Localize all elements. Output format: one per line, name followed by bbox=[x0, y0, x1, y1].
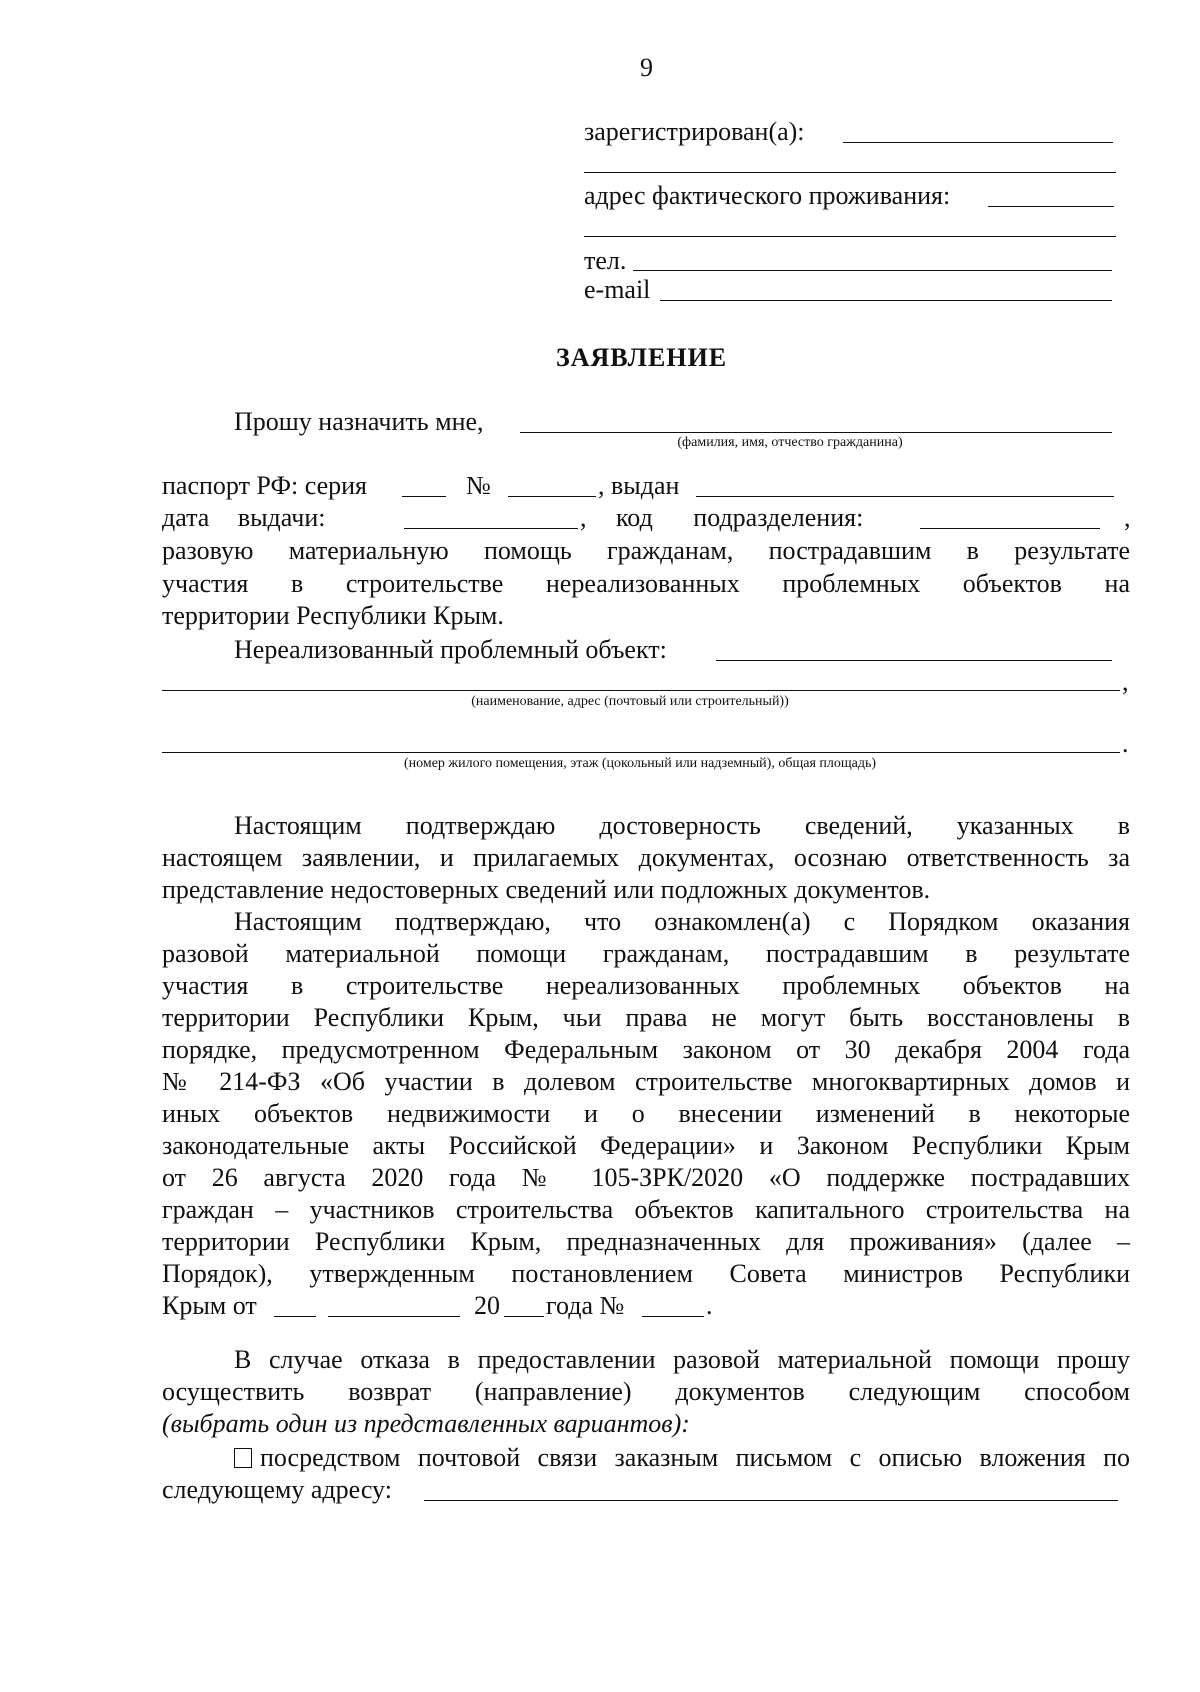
refusal-line-2: осуществить возврат (направление) документов следующим способом bbox=[162, 1377, 1130, 1406]
confirm1-line-1: Настоящим подтверждаю достоверность сведений, указанных в bbox=[234, 811, 1130, 840]
registered-field-line2[interactable] bbox=[584, 172, 1116, 173]
confirm2-line-5: порядке, предусмотренном Федеральным законом от 30 декабря 2004 года bbox=[162, 1035, 1130, 1064]
request-intro: Прошу назначить мне, bbox=[234, 407, 484, 436]
resolution-month-field[interactable] bbox=[328, 1316, 460, 1317]
phone-field[interactable] bbox=[633, 270, 1112, 271]
email-label: e-mail bbox=[584, 275, 651, 304]
passport-issued-label: , выдан bbox=[598, 471, 680, 500]
division-code-label: код подразделения: bbox=[616, 503, 864, 532]
purpose-line-2: участия в строительстве нереализованных проблемных объектов на bbox=[162, 569, 1130, 598]
purpose-line-3: территории Республики Крым. bbox=[162, 601, 504, 630]
actual-address-field-line2[interactable] bbox=[584, 236, 1116, 237]
confirm2-line-13-start: Крым от bbox=[162, 1291, 257, 1320]
post-address-field[interactable] bbox=[424, 1500, 1118, 1501]
full-name-field[interactable] bbox=[520, 432, 1112, 433]
post-option-checkbox[interactable] bbox=[234, 1448, 252, 1468]
registered-field[interactable] bbox=[843, 142, 1113, 143]
confirm1-line-3: представление недостоверных сведений или подложных документов. bbox=[162, 875, 931, 904]
post-address-label: следующему адресу: bbox=[162, 1475, 392, 1504]
confirm2-line-9: от 26 августа 2020 года № 105-ЗРК/2020 «О поддержке пострадавших bbox=[162, 1163, 1130, 1192]
refusal-line-1: В случае отказа в предоставлении разовой материальной помощи прошу bbox=[234, 1345, 1130, 1374]
resolution-number-label: года № bbox=[546, 1291, 625, 1320]
confirm2-line-11: территории Республики Крым, предназначенных для проживания» (далее – bbox=[162, 1227, 1130, 1256]
object-line-period: . bbox=[1122, 729, 1129, 758]
passport-number-sign: № bbox=[466, 471, 491, 500]
object-field[interactable] bbox=[716, 660, 1112, 661]
actual-address-label: адрес фактического проживания: bbox=[584, 181, 951, 210]
object-label: Нереализованный проблемный объект: bbox=[234, 635, 667, 664]
confirm2-line-10: граждан – участников строительства объектов капитального строительства на bbox=[162, 1195, 1130, 1224]
confirm2-line-12: Порядок), утвержденным постановлением Совета министров Республики bbox=[162, 1259, 1130, 1288]
actual-address-field[interactable] bbox=[988, 206, 1114, 207]
issue-date-comma: , bbox=[580, 503, 587, 532]
email-field[interactable] bbox=[660, 300, 1112, 301]
confirm2-line-3: участия в строительстве нереализованных проблемных объектов на bbox=[162, 971, 1130, 1000]
object-name-address-field[interactable] bbox=[162, 690, 1120, 691]
resolution-year-prefix: 20 bbox=[474, 1291, 500, 1320]
confirm1-line-2: настоящем заявлении, и прилагаемых документах, осознаю ответственность за bbox=[162, 843, 1130, 872]
passport-label: паспорт РФ: серия bbox=[162, 471, 367, 500]
object-apartment-field[interactable] bbox=[162, 752, 1120, 753]
post-option-label: посредством почтовой связи заказным письмом с описью вложения по bbox=[260, 1443, 1130, 1472]
confirm2-line-8: законодательные акты Российской Федерации» и Законом Республики Крым bbox=[162, 1131, 1130, 1160]
passport-issued-by-field[interactable] bbox=[696, 496, 1114, 497]
confirm2-line-2: разовой материальной помощи гражданам, пострадавшим в результате bbox=[162, 939, 1130, 968]
full-name-caption: (фамилия, имя, отчество гражданина) bbox=[677, 435, 903, 450]
issue-date-label: дата выдачи: bbox=[162, 503, 326, 532]
confirm2-line-6: № 214-ФЗ «Об участии в долевом строительстве многоквартирных домов и bbox=[162, 1067, 1130, 1096]
resolution-number-field[interactable] bbox=[642, 1316, 704, 1317]
phone-label: тел. bbox=[584, 246, 627, 275]
object-line-comma: , bbox=[1122, 667, 1129, 696]
object-name-address-caption: (наименование, адрес (почтовый или строительный)) bbox=[471, 694, 789, 709]
purpose-line-1: разовую материальную помощь гражданам, пострадавшим в результате bbox=[162, 536, 1130, 565]
resolution-day-field[interactable] bbox=[274, 1316, 316, 1317]
page-number: 9 bbox=[640, 53, 653, 82]
refusal-option-post[interactable] bbox=[234, 1442, 1130, 1474]
confirm2-line-7: иных объектов недвижимости и о внесении изменений в некоторые bbox=[162, 1099, 1130, 1128]
resolution-end-period: . bbox=[706, 1291, 713, 1320]
resolution-year-field[interactable] bbox=[504, 1316, 544, 1317]
refusal-line-3: (выбрать один из представленных вариантов): bbox=[162, 1409, 690, 1438]
object-apartment-caption: (номер жилого помещения, этаж (цокольный или надземный), общая площадь) bbox=[403, 756, 877, 771]
registered-label: зарегистрирован(а): bbox=[584, 117, 805, 146]
confirm2-line-1: Настоящим подтверждаю, что ознакомлен(а) с Порядком оказания bbox=[234, 907, 1130, 936]
document-title: ЗАЯВЛЕНИЕ bbox=[556, 343, 728, 372]
passport-number-field[interactable] bbox=[508, 496, 596, 497]
confirm2-line-4: территории Республики Крым, чьи права не могут быть восстановлены в bbox=[162, 1003, 1130, 1032]
division-code-comma: , bbox=[1124, 503, 1131, 532]
division-code-field[interactable] bbox=[920, 528, 1100, 529]
issue-date-field[interactable] bbox=[404, 528, 578, 529]
passport-series-field[interactable] bbox=[402, 496, 446, 497]
